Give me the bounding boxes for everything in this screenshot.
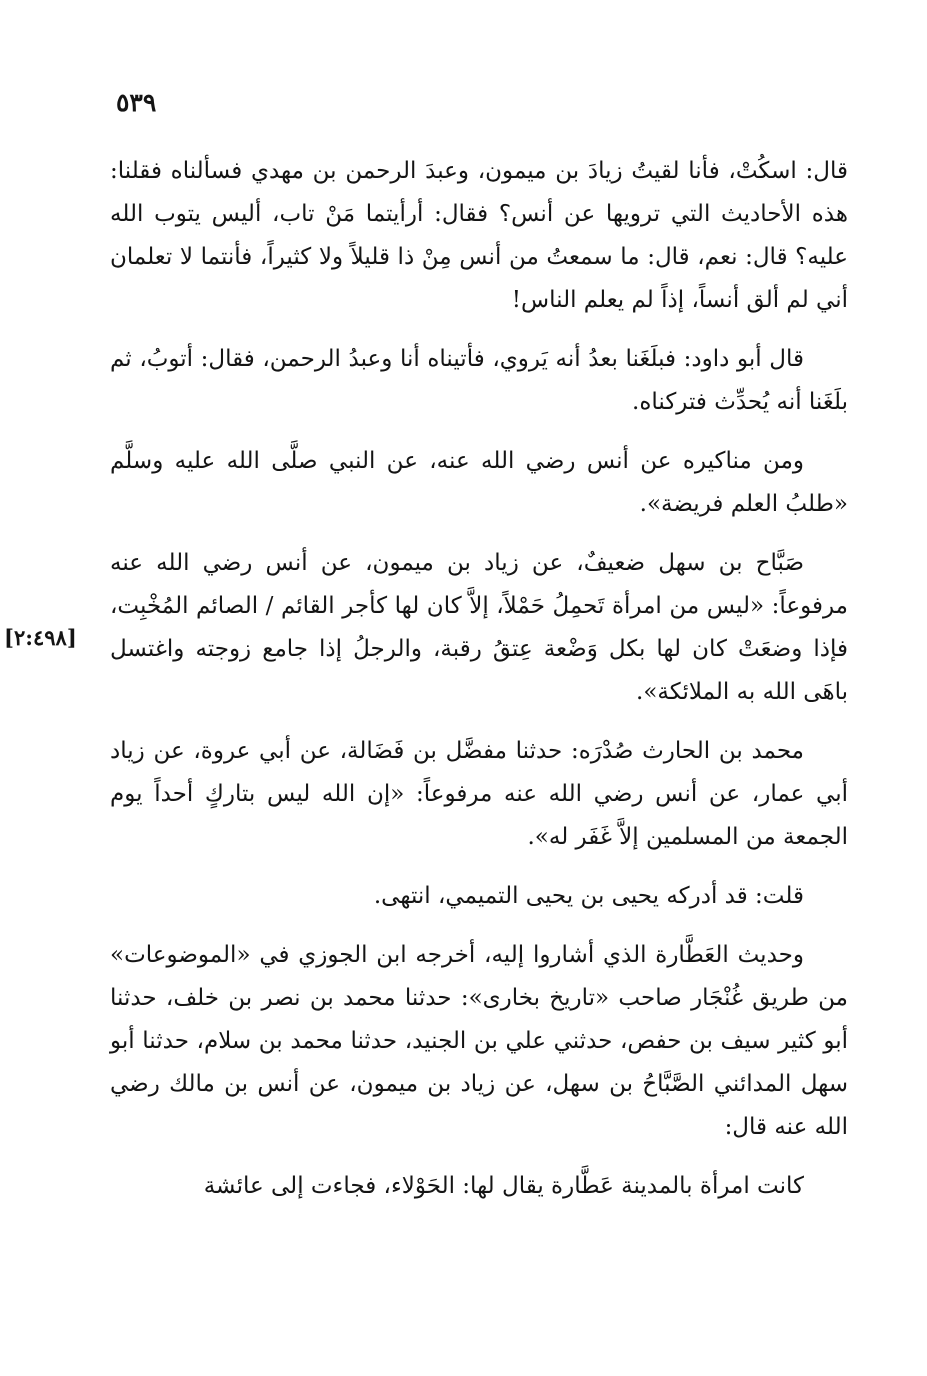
paragraph-1: قال: اسكُتْ، فأنا لقيتُ زيادَ بن ميمون، وعبدَ الرحمن بن مهدي فسألناه فقلنا: هذه الأحاديث التي ترويها عن أنس؟ فقال: أرأيتما مَنْ تاب، أليس يتوب الله عليه؟ قال: نعم، قال: ما سمعتُ من أنس مِنْ ذا قليلاً ولا كثيراً، فأنتما لا تعلمان أني لم ألق أنساً، إذاً لم يعلم الناس! xyxy=(110,158,848,313)
paragraph-3: ومن مناكيره عن أنس رضي الله عنه، عن النبي صلَّى الله عليه وسلَّم «طلبُ العلم فريضة». xyxy=(110,448,848,517)
paragraph-5: محمد بن الحارث صُدْرَه: حدثنا مفضَّل بن فَضَالة، عن أبي عروة، عن زياد أبي عمار، عن أنس رضي الله عنه مرفوعاً: «إن الله ليس بتاركٍ أحداً يوم الجمعة من المسلمين إلاَّ غَفَر له». xyxy=(110,738,848,850)
paragraph-7: وحديث العَطَّارة الذي أشاروا إليه، أخرجه ابن الجوزي في «الموضوعات» من طريق غُنْجَار صاحب «تاريخ بخارى»: حدثنا محمد بن نصر بن خلف، حدثنا أبو كثير سيف بن حفص، حدثني علي بن الجنيد، حدثنا محمد بن سلام، حدثنا أبو سهل المدائني الصَّبَّاحُ بن سهل، عن زياد بن ميمون، عن أنس بن مالك رضي الله عنه قال: xyxy=(110,942,848,1140)
page-number: ٥٣٩ xyxy=(116,88,157,117)
main-text xyxy=(110,150,848,1224)
paragraph-6: قلت: قد أدركه يحيى بن يحيى التميمي، انتهى. xyxy=(373,883,804,909)
margin-volume-page-reference: [٢:٤٩٨] xyxy=(4,625,77,650)
paragraph-4: صَبَّاح بن سهل ضعيفٌ، عن زياد بن ميمون، عن أنس رضي الله عنه مرفوعاً: «ليس من امرأة تَحمِلُ حَمْلاً، إلاَّ كان لها كأجر القائم / الصائم المُخْبِت، فإذا وضعَتْ كان لها بكل وَضْعة عِتقُ رقبة، والرجلُ إذا جامع زوجته واغتسل باهَى الله به الملائكة». xyxy=(110,550,848,705)
paragraph-2: قال أبو داود: فبلَغَنا بعدُ أنه يَروي، فأتيناه أنا وعبدُ الرحمن، فقال: أتوبُ، ثم بلَغَنا أنه يُحدِّث فتركناه. xyxy=(110,346,848,415)
paragraph-8: كانت امرأة بالمدينة عَطَّارة يقال لها: الحَوْلاء، فجاءت إلى عائشة xyxy=(203,1173,804,1199)
